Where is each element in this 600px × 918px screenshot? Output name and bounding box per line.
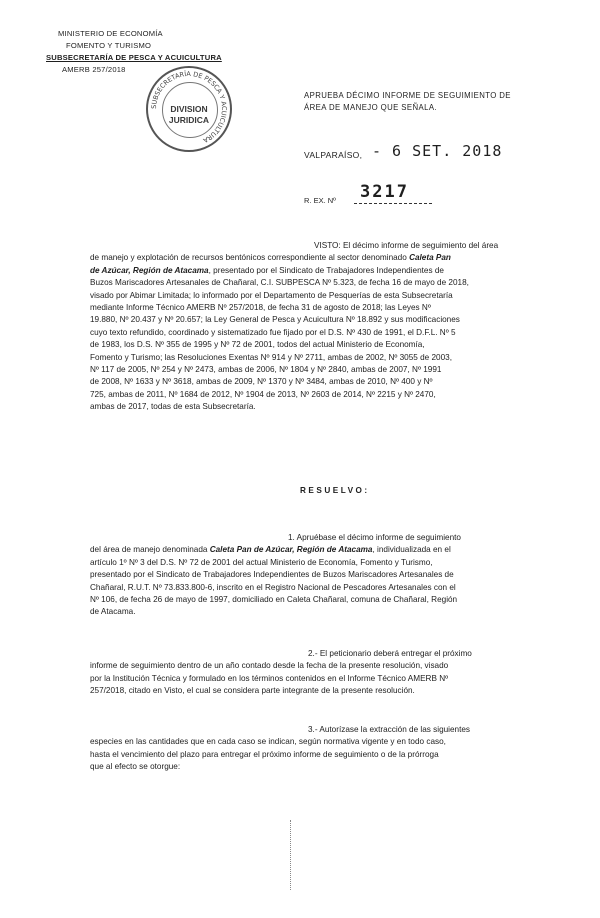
title-line-1: APRUEBA DÉCIMO INFORME DE SEGUIMIENTO DE <box>304 91 511 100</box>
visto-line: ambas de 2017, todas de esta Subsecretaría. <box>90 402 256 412</box>
stamp-line-1: DIVISION <box>170 104 208 114</box>
item3-line: que al efecto se otorgue: <box>90 762 181 772</box>
subsecretaria-name: SUBSECRETARÍA DE PESCA Y ACUICULTURA <box>46 53 222 62</box>
visto-line: 19.880, Nº 20.437 y Nº 20.657; la Ley General de Pesca y Acuicultura Nº 18.892 y sus modificaciones <box>90 315 460 325</box>
visto-line: de Azúcar, Región de Atacama, presentado por el Sindicato de Trabajadores Independientes de <box>90 265 444 275</box>
item3-line: hasta el vencimiento del plazo para entregar el próximo informe de seguimiento o de la prórroga <box>90 749 439 759</box>
division-juridica-stamp <box>146 66 232 152</box>
item1-line: de Atacama. <box>90 607 136 617</box>
visto-line: Nº 117 de 2005, Nº 254 y Nº 2473, ambas de 2006, Nº 1804 y Nº 2840, ambas de 2007, Nº 1991 <box>90 365 442 375</box>
visto-line: VISTO: El décimo informe de seguimiento del área <box>314 241 499 250</box>
resolution-title <box>304 90 511 114</box>
visto-line: Buzos Mariscadores Artesanales de Chañaral, C.I. SUBPESCA Nº 5.323, de fecha 16 de mayo de 2018, <box>90 278 469 288</box>
reference-code: AMERB 257/2018 <box>62 65 126 74</box>
visto-line: de manejo y explotación de recursos bentónicos correspondiente al sector denominado Caleta Pan <box>90 253 451 263</box>
visto-line: de 2008, Nº 1633 y Nº 3618, ambas de 2009, Nº 1370 y Nº 3484, ambas de 2010, Nº 400 y Nº <box>90 377 433 387</box>
dotted-margin-mark <box>290 820 292 890</box>
item2-line: informe de seguimiento dentro de un año contado desde la fecha de la presente resolución, visado <box>90 661 449 671</box>
visto-line: 725, ambas de 2011, Nº 1684 de 2012, Nº 1904 de 2013, Nº 2603 de 2014, Nº 2215 y Nº 2470, <box>90 389 436 399</box>
stamp-line-2: JURIDICA <box>168 115 210 125</box>
item2-line: 257/2018, citado en Visto, el cual se considera parte integrante de la presente resolución. <box>90 686 415 696</box>
visto-line: cuyo texto refundido, coordinado y sistematizado fue fijado por el D.S. Nº 430 de 1991, el D.F.L. Nº 5 <box>90 327 456 337</box>
stamp-label <box>148 104 230 126</box>
visto-line: mediante Informe Técnico AMERB Nº 257/2018, de fecha 31 de agosto de 2018; las Leyes Nº <box>90 303 431 313</box>
item1-line: del área de manejo denominada Caleta Pan de Azúcar, Región de Atacama, individualizada en el <box>90 545 451 555</box>
rex-label: R. EX. Nº <box>304 196 336 205</box>
ministry-subtitle: FOMENTO Y TURISMO <box>66 41 152 50</box>
rex-number: 3217 <box>360 182 409 202</box>
resolution-item-3 <box>90 724 536 774</box>
ministry-name: MINISTERIO DE ECONOMÍA <box>58 29 163 38</box>
stamp-ring-text: SUBSECRETARÍA DE PESCA Y ACUICULTURA <box>149 69 229 145</box>
resolution-date: - 6 SET. 2018 <box>372 142 503 160</box>
item3-line: especies en las cantidades que en cada caso se indican, según normativa vigente y en todo caso, <box>90 737 446 747</box>
visto-line: visado por Abimar Limitada; lo informado por el Departamento de Pesquerías de esta Subsecretaría <box>90 290 453 300</box>
title-line-2: ÁREA DE MANEJO QUE SEÑALA. <box>304 103 438 112</box>
item3-line: 3.- Autorízase la extracción de las siguientes <box>308 725 471 734</box>
resolution-item-2 <box>90 648 536 698</box>
visto-line: de 1983, los D.S. Nº 355 de 1995 y Nº 72 de 2001, todos del actual Ministerio de Economía, <box>90 340 425 350</box>
item1-line: Nº 106, de fecha 26 de mayo de 1997, domiciliado en Caleta Chañaral, comuna de Chañaral, Región <box>90 595 458 605</box>
rex-underline <box>354 203 432 204</box>
item1-line: artículo 1º Nº 3 del D.S. Nº 72 de 2001 del actual Ministerio de Economía, Fomento y Turismo, <box>90 557 433 567</box>
place: VALPARAÍSO, <box>304 150 363 160</box>
resuelvo-heading: RESUELVO: <box>300 486 370 495</box>
item2-line: 2.- El peticionario deberá entregar el próximo <box>308 649 472 658</box>
item2-line: por la Institución Técnica y formulado en los términos contenidos en el Informe Técnico AMERB Nº <box>90 673 449 683</box>
visto-line: Fomento y Turismo; las Resoluciones Exentas Nº 914 y Nº 2711, ambas de 2002, Nº 3055 de 2003, <box>90 352 452 362</box>
item1-line: Chañaral, R.U.T. Nº 73.833.800-6, inscrito en el Registro Nacional de Pescadores Artesanales con el <box>90 582 456 592</box>
resolution-item-1 <box>90 532 536 619</box>
visto-paragraph <box>90 240 536 414</box>
item1-line: 1. Apruébase el décimo informe de seguimiento <box>288 533 461 542</box>
item1-line: presentado por el Sindicato de Trabajadores Independientes de Buzos Mariscadores Artesanales de <box>90 570 454 580</box>
